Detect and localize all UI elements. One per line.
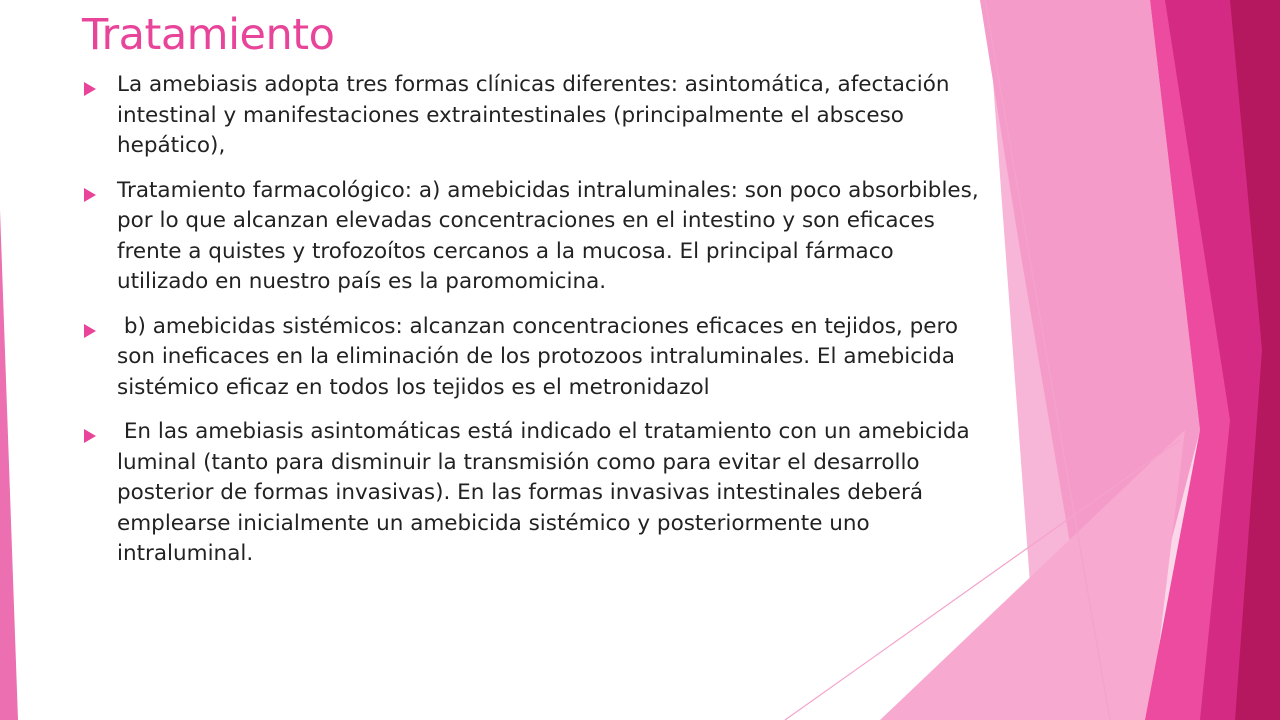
triangle-right-icon [84,324,96,338]
slide-title: Tratamiento [82,10,335,60]
bullet-text: b) amebicidas sistémicos: alcanzan concentraciones eficaces en tejidos, pero son ineficaces en la eliminación de los protozoos intraluminales. El amebicida sistémico eficaz en todos los tejidos es el metronidazol [117,313,965,400]
list-item [80,70,980,162]
bullet-text: La amebiasis adopta tres formas clínicas diferentes: asintomática, afectación intestinal y manifestaciones extraintestinales (principalmente el absceso hepático), [117,72,957,158]
triangle-right-icon [84,188,96,202]
list-item [80,312,980,404]
bullet-text: En las amebiasis asintomáticas está indicado el tratamiento con un amebicida luminal (tanto para disminuir la transmisión como para evitar el desarrollo posterior de formas invasivas). En las formas invasivas intestinales deberá emplearse inicialmente un amebicida sistémico y posteriormente uno intraluminal. [117,419,977,566]
bullet-list [80,70,986,584]
list-item [80,417,980,570]
triangle-right-icon [84,429,96,443]
list-item [80,176,986,298]
left-accent-shape [0,210,18,720]
triangle-right-icon [84,82,96,96]
bullet-text: Tratamiento farmacológico: a) amebicidas intraluminales: son poco absorbibles, por lo que alcanzan elevadas concentraciones en el intestino y son eficaces frente a quistes y trofozoítos cercanos a la mucosa. El principal fármaco utilizado en nuestro país es la paromomicina. [117,177,986,294]
